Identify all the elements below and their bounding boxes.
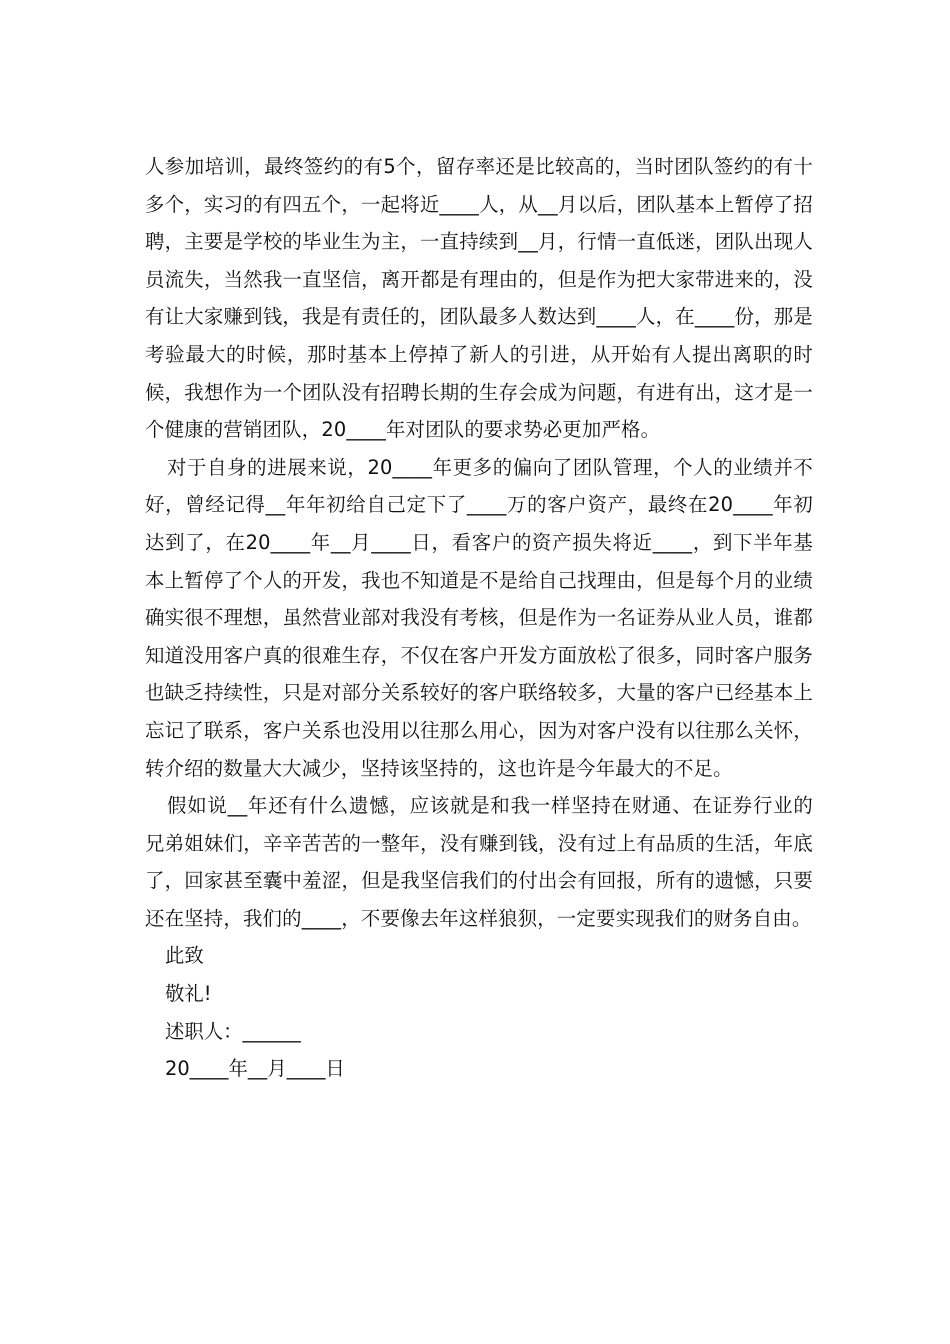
closing-signer: 述职人：______ xyxy=(165,1019,301,1043)
closing-date: 20____年__月____日 xyxy=(165,1057,345,1081)
closing-regards: 敬礼! xyxy=(165,982,212,1006)
closing-salutation: 此致 xyxy=(165,944,204,968)
paragraph-regrets: 假如说__年还有什么遗憾，应该就是和我一样坚持在财通、在证券行业的兄弟姐妹们，辛辛苦苦的一整年，没有赚到钱，没有过上有品质的生活，年底了，回家甚至囊中羞涩，但是我坚信我们的付出会有回报，所有的遗憾，只要还在坚持，我们的____，不要像去年这样狼狈，一定要实现我们的财务自由。 xyxy=(145,794,813,930)
paragraph-team-recruitment: 人参加培训，最终签约的有5个，留存率还是比较高的，当时团队签约的有十多个，实习的有四五个，一起将近____人，从__月以后，团队基本上暂停了招聘，主要是学校的毕业生为主，一直持续到__月，行情一直低迷，团队出现人员流失，当然我一直坚信，离开都是有理由的，但是作为把大家带进来的，没有让大家赚到钱，我是有责任的，团队最多人数达到____人，在____份，那是考验最大的时候，那时基本上停掉了新人的引进，从开始有人提出离职的时候，我想作为一个团队没有招聘长期的生存会成为问题，有进有出，这才是一个健康的营销团队，20____年对团队的要求势必更加严格。 xyxy=(145,155,813,442)
paragraph-personal-progress: 对于自身的进展来说，20____年更多的偏向了团队管理，个人的业绩并不好，曾经记得__年年初给自己定下了____万的客户资产，最终在20____年初达到了，在20____年__月____日，看客户的资产损失将近____，到下半年基本上暂停了个人的开发，我也不知道是不是给自己找理由，但是每个月的业绩确实很不理想，虽然营业部对我没有考核，但是作为一名证券从业人员，谁都知道没用客户真的很难生存，不仅在客户开发方面放松了很多，同时客户服务也缺乏持续性，只是对部分关系较好的客户联络较多，大量的客户已经基本上忘记了联系，客户关系也没用以往那么用心，因为对客户没有以往那么关怀，转介绍的数量大大减少，坚持该坚持的，这也许是今年最大的不足。 xyxy=(145,455,813,780)
document-body xyxy=(145,148,813,1088)
